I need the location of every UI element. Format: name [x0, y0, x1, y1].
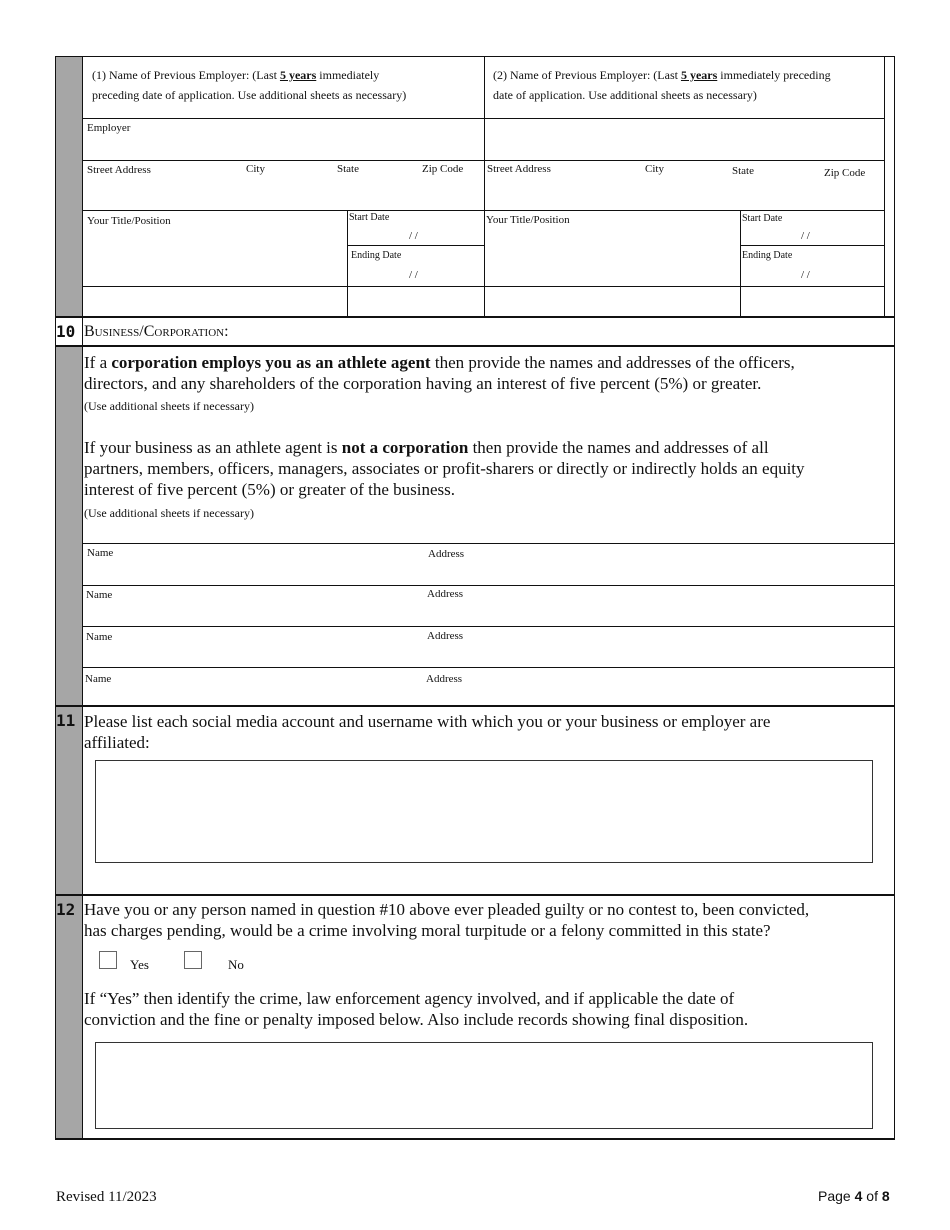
employer-1-city-label: City [246, 163, 265, 175]
left-gray-column-12 [56, 896, 82, 1139]
section-12-instructions: If “Yes” then identify the crime, law enforcement agency involved, and if applicable the date of conviction and the fine or penalty imposed below. Also include records showing final disposition. [84, 989, 749, 1029]
frame-top [55, 56, 895, 57]
employer-1-title-input[interactable] [87, 232, 346, 284]
section-10-number: 10 [56, 322, 76, 341]
row-2-address-label: Address [427, 588, 464, 600]
section-10-note-2: (Use additional sheets if necessary) [84, 506, 254, 520]
section-11-question: Please list each social media account and username with which you or your business or employer are affiliated: [84, 712, 771, 752]
row-3-address-label: Address [427, 630, 464, 642]
row-2-name-label: Name [86, 589, 113, 601]
name-row-divider-3 [83, 626, 895, 627]
employer-1-name-label: Employer [87, 122, 131, 134]
row-2-name-input[interactable] [87, 603, 421, 625]
row-3-name-input[interactable] [87, 645, 421, 667]
frame-left [55, 56, 56, 1140]
frame-gray-right [82, 56, 83, 1140]
name-row-divider-1 [83, 543, 895, 544]
yes-checkbox[interactable] [99, 951, 117, 969]
employer-2-start-date-slashes[interactable]: / / [801, 230, 810, 242]
social-media-accounts-textarea[interactable] [95, 760, 873, 863]
section-12-top-border [55, 894, 895, 896]
row-divider-1 [83, 118, 884, 119]
employer-1-title-label: Your Title/Position [87, 215, 171, 227]
employer-2-name-input[interactable] [488, 122, 882, 158]
section-10-paragraph-1: If a corporation employs you as an athlete agent then provide the names and addresses of the officers, directors, and any shareholders of the corporation having an interest of five percent (5%) or greater. [84, 353, 795, 393]
section-12-question: Have you or any person named in question #10 above ever pleaded guilty or no contest to, been convicted, has charges pending, would be a crime involving moral turpitude or a felony committed in this state? [84, 900, 810, 940]
revised-date: Revised 11/2023 [56, 1189, 157, 1205]
employer-1-state-label: State [337, 163, 359, 175]
left-gray-column-10 [56, 346, 82, 706]
employer-1-street-label: Street Address [87, 164, 151, 176]
left-gray-column-top [56, 57, 82, 317]
section-11-number: 11 [56, 711, 76, 730]
row-4-address-label: Address [426, 673, 463, 685]
employer-1-zip-label: Zip Code [422, 163, 464, 175]
employer-1-header: (1) Name of Previous Employer: (Last 5 years immediately preceding date of application. Use additional sheets as necessary) [92, 68, 407, 102]
section-10-title: Business/Corporation: [84, 323, 229, 340]
row-4-name-input[interactable] [87, 686, 421, 706]
section-11-top-border [55, 705, 895, 707]
row-1-address-input[interactable] [428, 562, 892, 584]
employer-1-start-date-slashes[interactable]: / / [409, 230, 418, 242]
page-number: Page 4 of 8 [818, 1188, 890, 1204]
employer-1-end-date-slashes[interactable]: / / [409, 269, 418, 281]
employer-2-address-input[interactable] [488, 182, 882, 208]
employer-2-start-date-label: Start Date [742, 213, 783, 224]
employer-1-address-input[interactable] [87, 180, 481, 208]
row-4-address-input[interactable] [428, 686, 892, 706]
row-3-address-input[interactable] [428, 645, 892, 667]
employer-2-state-label: State [732, 165, 754, 177]
employer-divider-vertical [484, 57, 485, 317]
employer-2-title-input[interactable] [488, 232, 740, 284]
row-divider-4 [83, 286, 884, 287]
row-divider-2 [83, 160, 884, 161]
employer-2-end-date-label: Ending Date [742, 250, 793, 261]
section-10-note-1: (Use additional sheets if necessary) [84, 399, 254, 413]
left-gray-column-11 [56, 707, 82, 894]
date-col-divider-2 [740, 210, 741, 317]
name-row-divider-2 [83, 585, 895, 586]
frame-right [894, 56, 895, 1140]
section-10-title-bottom [55, 345, 895, 347]
employer-2-title-label: Your Title/Position [486, 214, 570, 226]
date-split-1 [347, 245, 484, 246]
employer-2-city-label: City [645, 163, 664, 175]
crime-details-textarea[interactable] [95, 1042, 873, 1129]
employer-2-street-label: Street Address [487, 163, 551, 175]
employer-2-end-date-slashes[interactable]: / / [801, 269, 810, 281]
no-checkbox[interactable] [184, 951, 202, 969]
employer-1-end-date-label: Ending Date [351, 250, 402, 261]
row-1-name-input[interactable] [87, 562, 421, 584]
row-1-address-label: Address [428, 548, 465, 560]
section-10-top-border [55, 316, 895, 318]
employer-1-name-input[interactable] [87, 137, 481, 159]
section-10-paragraph-2: If your business as an athlete agent is not a corporation then provide the names and addresses of all partners, members, officers, managers, associates or profit-sharers or directly or indirectly holds an equity interest of five percent (5%) or greater of the business. [84, 438, 805, 499]
section-12-number: 12 [56, 900, 76, 919]
row-divider-3 [83, 210, 884, 211]
employer-2-header: (2) Name of Previous Employer: (Last 5 years immediately preceding date of application. Use additional sheets as necessary) [493, 68, 831, 102]
row-2-address-input[interactable] [428, 603, 892, 625]
employer-1-start-date-label: Start Date [349, 212, 390, 223]
row-1-name-label: Name [87, 547, 114, 559]
date-col-divider-1 [347, 210, 348, 317]
no-label: No [228, 957, 244, 972]
name-row-divider-4 [83, 667, 895, 668]
row-4-name-label: Name [85, 673, 112, 685]
employer-table-right-border [884, 57, 885, 317]
employer-2-zip-label: Zip Code [824, 167, 866, 179]
yes-label: Yes [130, 957, 149, 972]
row-3-name-label: Name [86, 631, 113, 643]
date-split-2 [740, 245, 884, 246]
frame-bottom [55, 1138, 895, 1140]
